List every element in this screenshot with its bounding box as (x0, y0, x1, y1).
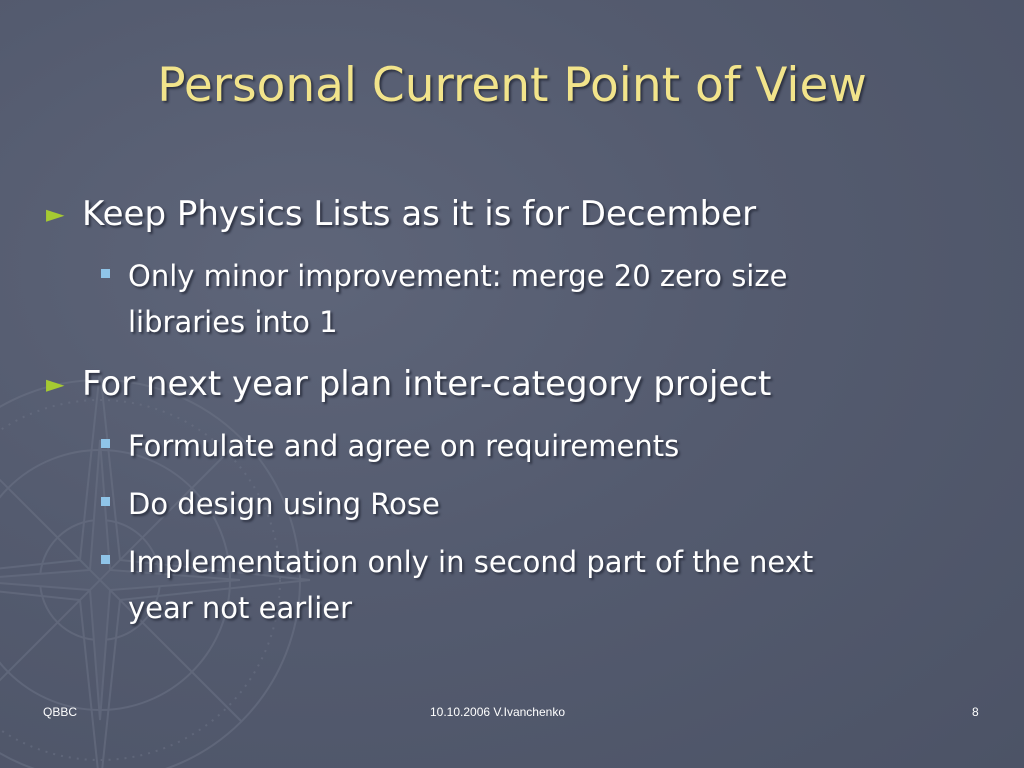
square-bullet-icon (101, 439, 110, 448)
bullet-line: year not earlier (128, 591, 353, 625)
square-bullet-icon (101, 555, 110, 564)
bullet-line: Implementation only in second part of the next (128, 545, 814, 579)
square-bullet-icon (101, 269, 110, 278)
bullet-level1: For next year plan inter-category project (82, 364, 772, 404)
bullet-level1: Keep Physics Lists as it is for December (82, 194, 757, 234)
square-bullet-icon (101, 497, 110, 506)
bullet-level2 (128, 484, 440, 524)
triangle-right-icon: ► (46, 200, 65, 228)
bullet-level2 (128, 426, 679, 466)
bullet-line: libraries into 1 (128, 305, 338, 339)
bullet-line: Formulate and agree on requirements (128, 429, 680, 463)
footer-center: 10.10.2006 V.Ivanchenko (430, 705, 566, 719)
bullet-line: Only minor improvement: merge 20 zero size (128, 259, 788, 293)
bullet-line: Do design using Rose (128, 487, 440, 521)
page-number: 8 (972, 705, 979, 719)
footer-left: QBBC (43, 705, 78, 719)
triangle-right-icon: ► (46, 370, 65, 398)
bullet-level2 (128, 256, 787, 342)
slide-title: Personal Current Point of View (157, 58, 867, 113)
bullet-level2 (128, 542, 813, 628)
